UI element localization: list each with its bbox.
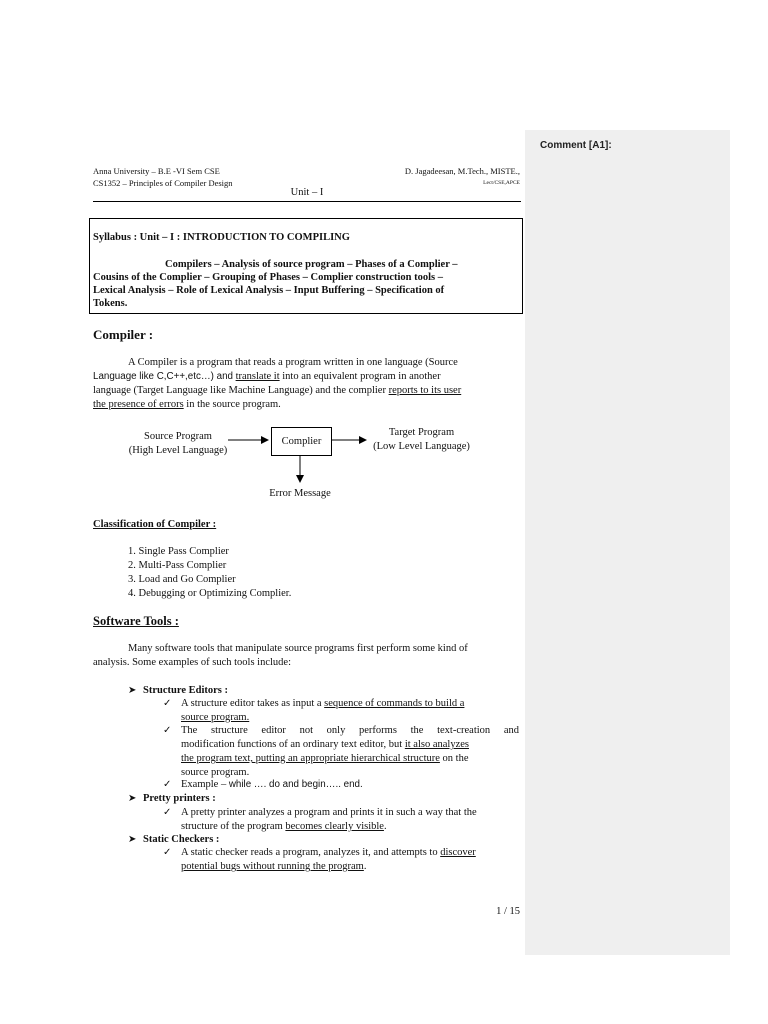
header-right-line2: Lect/CSE,APCE [483,180,520,186]
sc-b1-underlined: discover [440,847,476,858]
se-b2-text: modification functions of an ordinary text editor, but [181,739,403,750]
pp-bullet1-line2 [181,820,387,834]
se-bullet2-line3 [181,752,468,766]
structure-editors-item [128,684,228,698]
compiler-para-line3-text: language (Target Language like Machine Language) and the complier [93,385,386,396]
reports-text: reports to its user [388,385,462,396]
software-tools-heading: Software Tools : [93,614,179,628]
se-bullet2-line2 [181,738,469,752]
pp-bullet1-line1: A pretty printer analyzes a program and prints it in such a way that the [181,807,477,818]
arrow-bullet-icon: ➤ [128,685,137,696]
se-bullet3 [181,778,363,792]
sc-bullet1-line1 [181,846,476,860]
classification-item-3: 3. Load and Go Complier [128,574,236,585]
pretty-printers-item [128,792,216,806]
se-bullet1-line1 [181,697,464,711]
classification-heading: Classification of Compiler : [93,519,217,530]
classification-item-4: 4. Debugging or Optimizing Complier. [128,588,292,599]
presence-of-errors-text: the presence of errors [93,399,184,410]
target-program-line2: (Low Level Language) [373,441,470,452]
se-b3-keyword: while [228,779,252,790]
compiler-box: Complier [271,427,332,456]
pp-b1-text: structure of the program [181,821,283,832]
pretty-printers-title: Pretty printers : [143,793,216,804]
sc-b1-text: A static checker reads a program, analyzes it, and attempts to [181,847,438,858]
compiler-heading: Compiler : [93,327,154,342]
compiler-para-line4-end: in the source program. [186,399,281,410]
static-checkers-title: Static Checkers : [143,834,220,845]
comment-title: Comment [A1]: [540,140,612,151]
se-b2-underlined2: the program text, putting an appropriate hierarchical structure [181,753,440,764]
header-left-line2: CS1352 – Principles of Compiler Design [93,178,233,188]
static-checkers-item [128,833,219,847]
compiler-para-line1: A Compiler is a program that reads a program written in one language (Source [128,357,458,368]
source-program-line1: Source Program [144,431,212,442]
tools-intro-line1: Many software tools that manipulate source programs first perform some kind of [128,643,468,654]
compiler-lang-text: Language like C,C++,etc…) and [93,371,233,382]
se-bullet2-line1: The structure editor not only performs the text-creation and [181,725,519,736]
check-mark-icon: ✓ [163,698,172,709]
header-right-line1: D. Jagadeesan, M.Tech., MISTE., [404,166,520,176]
pp-b1-period: . [383,821,387,832]
tools-intro-line2: analysis. Some examples of such tools include: [93,657,292,668]
sc-b1-period: . [363,861,367,872]
target-program-label [354,426,489,454]
classification-item-1: 1. Single Pass Complier [128,546,229,557]
se-b3-rest: …. do and begin….. end. [253,779,363,790]
se-b2-text2: on the [442,753,469,764]
syllabus-heading: Syllabus : Unit – I : INTRODUCTION TO COMPILING [93,232,350,243]
check-mark-icon: ✓ [163,725,172,736]
syllabus-line2: Cousins of the Complier – Grouping of Phases – Complier construction tools – [93,272,444,283]
translate-text: translate it [235,371,280,382]
se-bullet1-line2: source program. [181,712,250,723]
se-b2-underlined: it also analyzes [404,739,469,750]
arrow-bullet-icon: ➤ [128,834,137,845]
sc-bullet1-line2 [181,860,366,874]
source-program-line2: (High Level Language) [128,445,228,456]
syllabus-line3: Lexical Analysis – Role of Lexical Analysis – Input Buffering – Specification of [93,285,445,296]
error-message-label: Error Message [269,488,331,499]
page-number: 1 / 15 [496,906,520,917]
check-mark-icon: ✓ [163,779,172,790]
classification-item-2: 2. Multi-Pass Complier [128,560,227,571]
sc-b1-underlined2: potential bugs without running the program [181,861,364,872]
pp-b1-underlined: becomes clearly visible [285,821,384,832]
se-b1-underlined: sequence of commands to build a [324,698,465,709]
target-program-line1: Target Program [388,427,455,438]
arrow-bullet-icon: ➤ [128,793,137,804]
syllabus-line4: Tokens. [93,298,128,309]
structure-editors-title: Structure Editors : [143,685,228,696]
se-b1-text: A structure editor takes as input a [181,698,322,709]
se-bullet2-line4: source program. [181,767,250,778]
se-b3-text: Example – [181,779,227,790]
syllabus-line1: Compilers – Analysis of source program – Phases of a Complier – [165,259,458,270]
header-left-line1: Anna University – B.E -VI Sem CSE [93,166,220,176]
unit-title: Unit – I [290,187,324,198]
compiler-para-line2-end: into an equivalent program in another [282,371,441,382]
check-mark-icon: ✓ [163,847,172,858]
check-mark-icon: ✓ [163,807,172,818]
